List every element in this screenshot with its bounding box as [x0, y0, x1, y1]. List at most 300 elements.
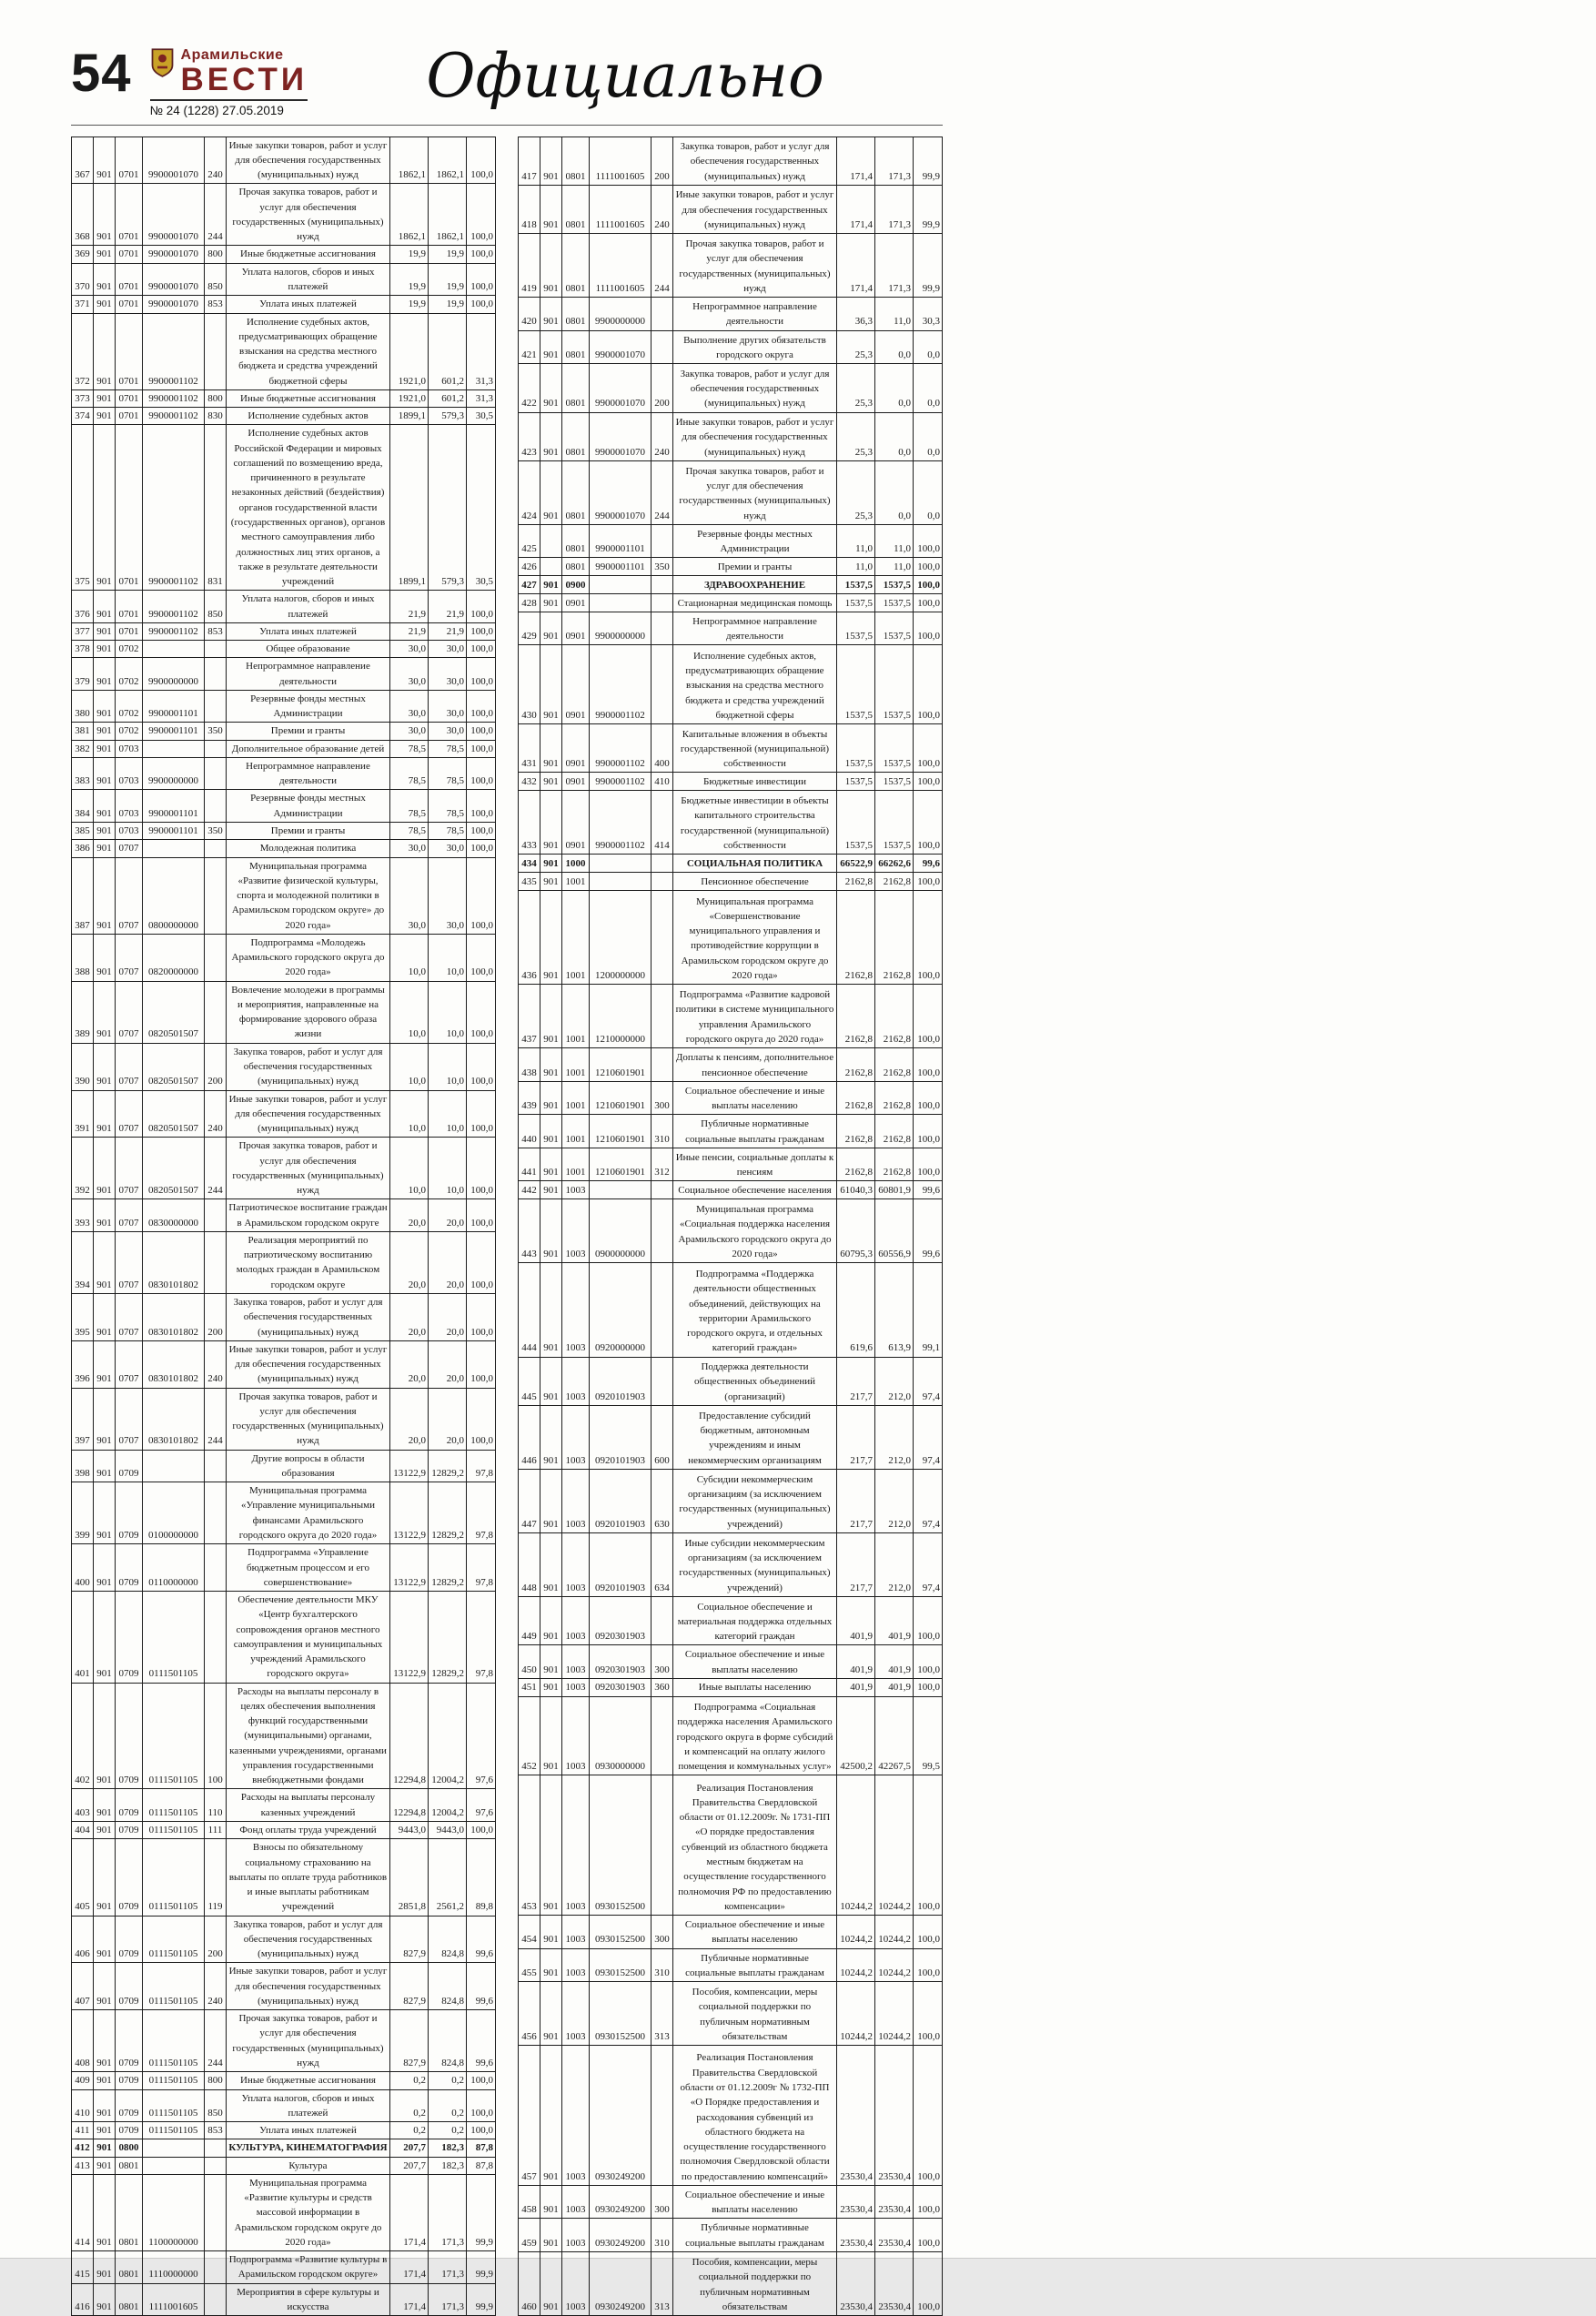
- target-article-cell: 1100000000: [143, 2174, 205, 2250]
- grbs-code-cell: 901: [94, 591, 116, 623]
- target-article-cell: 0820501507: [143, 981, 205, 1043]
- amount-approved-cell: 207,7: [390, 2139, 429, 2157]
- grbs-code-cell: 901: [540, 1199, 562, 1263]
- percent-executed-cell: 99,1: [914, 1263, 943, 1357]
- row-number-cell: 394: [72, 1231, 94, 1293]
- target-article-cell: 9900001102: [143, 591, 205, 623]
- table-row: [72, 263, 496, 296]
- grbs-code-cell: 901: [94, 408, 116, 425]
- percent-executed-cell: 97,6: [467, 1789, 496, 1822]
- section-code-cell: 1003: [562, 1357, 590, 1405]
- expense-name-cell: Прочая закупка товаров, работ и услуг для обеспечения государственных (муниципальных) нужд: [673, 234, 837, 298]
- row-number-cell: 412: [72, 2139, 94, 2157]
- row-number-cell: 460: [519, 2251, 540, 2315]
- target-article-cell: 1210601901: [590, 1048, 652, 1082]
- amount-executed-cell: 10244,2: [875, 1775, 914, 1916]
- table-row: [72, 1683, 496, 1789]
- row-number-cell: 449: [519, 1597, 540, 1645]
- grbs-code-cell: 901: [540, 2251, 562, 2315]
- grbs-code-cell: 901: [94, 757, 116, 790]
- row-number-cell: 451: [519, 1678, 540, 1696]
- expense-name-cell: Подпрограмма «Развитие кадровой политики в системе муниципального управления Арамильского городского округа до 2020 года»: [673, 985, 837, 1048]
- expense-name-cell: Закупка товаров, работ и услуг для обеспечения государственных (муниципальных) нужд: [227, 1916, 390, 1963]
- table-row: [519, 460, 943, 524]
- percent-executed-cell: 97,4: [914, 1357, 943, 1405]
- row-number-cell: 442: [519, 1181, 540, 1199]
- grbs-code-cell: 901: [540, 2185, 562, 2219]
- section-code-cell: 1003: [562, 1775, 590, 1916]
- amount-executed-cell: 613,9: [875, 1263, 914, 1357]
- percent-executed-cell: 100,0: [914, 612, 943, 645]
- expense-name-cell: Непрограммное направление деятельности: [673, 612, 837, 645]
- amount-approved-cell: 30,0: [390, 690, 429, 723]
- expense-type-cell: [652, 855, 673, 873]
- section-code-cell: 0901: [562, 724, 590, 773]
- percent-executed-cell: 100,0: [467, 934, 496, 981]
- expense-name-cell: Прочая закупка товаров, работ и услуг для обеспечения государственных (муниципальных) нужд: [227, 184, 390, 246]
- expense-name-cell: Прочая закупка товаров, работ и услуг для обеспечения государственных (муниципальных) нужд: [227, 2010, 390, 2072]
- grbs-code-cell: 901: [540, 612, 562, 645]
- expense-name-cell: Другие вопросы в области образования: [227, 1450, 390, 1482]
- target-article-cell: 9900001101: [590, 558, 652, 576]
- section-code-cell: 0702: [116, 641, 143, 658]
- percent-executed-cell: 100,0: [467, 2122, 496, 2139]
- table-row: [72, 313, 496, 389]
- row-number-cell: 370: [72, 263, 94, 296]
- amount-approved-cell: 12294,8: [390, 1683, 429, 1789]
- percent-executed-cell: 100,0: [467, 1199, 496, 1232]
- table-row: [72, 425, 496, 591]
- target-article-cell: 0111501105: [143, 1789, 205, 1822]
- amount-approved-cell: 25,3: [837, 364, 875, 412]
- percent-executed-cell: 30,3: [914, 298, 943, 331]
- row-number-cell: 444: [519, 1263, 540, 1357]
- percent-executed-cell: 100,0: [914, 724, 943, 773]
- grbs-code-cell: 901: [94, 425, 116, 591]
- target-article-cell: 0930152500: [590, 1775, 652, 1916]
- row-number-cell: 424: [519, 460, 540, 524]
- expense-type-cell: 240: [205, 1090, 227, 1138]
- row-number-cell: 456: [519, 1982, 540, 2046]
- percent-executed-cell: 100,0: [914, 1916, 943, 1949]
- expense-name-cell: Премии и гранты: [227, 823, 390, 840]
- percent-executed-cell: 100,0: [914, 985, 943, 1048]
- expense-type-cell: 244: [652, 234, 673, 298]
- percent-executed-cell: 100,0: [467, 740, 496, 757]
- section-code-cell: 0709: [116, 1822, 143, 1839]
- amount-approved-cell: 171,4: [390, 2283, 429, 2316]
- grbs-code-cell: 901: [540, 1597, 562, 1645]
- amount-executed-cell: 78,5: [429, 757, 467, 790]
- expense-type-cell: [652, 1181, 673, 1199]
- percent-executed-cell: 100,0: [467, 296, 496, 313]
- target-article-cell: 9900001102: [590, 645, 652, 724]
- expense-type-cell: 634: [652, 1533, 673, 1597]
- amount-executed-cell: 20,0: [429, 1199, 467, 1232]
- row-number-cell: 459: [519, 2219, 540, 2252]
- expense-type-cell: [652, 524, 673, 558]
- expense-type-cell: 830: [205, 408, 227, 425]
- amount-approved-cell: 42500,2: [837, 1696, 875, 1775]
- percent-executed-cell: 0,0: [914, 412, 943, 460]
- section-code-cell: 0702: [116, 723, 143, 740]
- grbs-code-cell: 901: [94, 1199, 116, 1232]
- expense-name-cell: КУЛЬТУРА, КИНЕМАТОГРАФИЯ: [227, 2139, 390, 2157]
- row-number-cell: 375: [72, 425, 94, 591]
- section-code-cell: 1003: [562, 2251, 590, 2315]
- table-row: [72, 2072, 496, 2089]
- section-code-cell: 0701: [116, 137, 143, 184]
- expense-type-cell: 850: [205, 263, 227, 296]
- amount-approved-cell: 9443,0: [390, 1822, 429, 1839]
- section-code-cell: 0801: [562, 524, 590, 558]
- amount-executed-cell: 2162,8: [875, 1148, 914, 1181]
- table-row: [72, 1293, 496, 1340]
- row-number-cell: 448: [519, 1533, 540, 1597]
- expense-type-cell: 300: [652, 1916, 673, 1949]
- section-code-cell: 1001: [562, 1115, 590, 1148]
- percent-executed-cell: 0,0: [914, 330, 943, 364]
- section-code-cell: 0709: [116, 1789, 143, 1822]
- target-article-cell: [143, 641, 205, 658]
- expense-type-cell: 111: [205, 1822, 227, 1839]
- grbs-code-cell: 901: [540, 1948, 562, 1982]
- grbs-code-cell: [540, 524, 562, 558]
- row-number-cell: 458: [519, 2185, 540, 2219]
- expense-type-cell: 850: [205, 591, 227, 623]
- grbs-code-cell: 901: [94, 1839, 116, 1916]
- section-code-cell: 1003: [562, 1916, 590, 1949]
- expense-type-cell: [205, 981, 227, 1043]
- percent-executed-cell: 100,0: [914, 1115, 943, 1148]
- target-article-cell: 0110000000: [143, 1544, 205, 1592]
- expense-type-cell: [652, 1597, 673, 1645]
- amount-approved-cell: 20,0: [390, 1231, 429, 1293]
- row-number-cell: 431: [519, 724, 540, 773]
- amount-executed-cell: 10,0: [429, 934, 467, 981]
- table-row: [519, 1775, 943, 1916]
- expense-name-cell: Социальное обеспечение и иные выплаты населению: [673, 1916, 837, 1949]
- grbs-code-cell: 901: [94, 389, 116, 407]
- amount-executed-cell: 0,0: [875, 330, 914, 364]
- amount-executed-cell: 10244,2: [875, 1982, 914, 2046]
- percent-executed-cell: 100,0: [914, 2185, 943, 2219]
- expense-type-cell: 240: [652, 412, 673, 460]
- target-article-cell: 0930152500: [590, 1916, 652, 1949]
- table-row: [519, 1148, 943, 1181]
- percent-executed-cell: 100,0: [914, 576, 943, 594]
- amount-executed-cell: 0,0: [875, 460, 914, 524]
- table-row: [519, 137, 943, 185]
- grbs-code-cell: 901: [540, 364, 562, 412]
- amount-executed-cell: 171,3: [875, 234, 914, 298]
- expense-name-cell: Муниципальная программа «Совершенствование муниципального управления и противодействие коррупции в Арамильском городском округе до 2020 года»: [673, 890, 837, 984]
- amount-approved-cell: 13122,9: [390, 1482, 429, 1544]
- target-article-cell: 0920101903: [590, 1533, 652, 1597]
- expense-name-cell: Прочая закупка товаров, работ и услуг для обеспечения государственных (муниципальных) нужд: [227, 1388, 390, 1450]
- amount-approved-cell: 25,3: [837, 460, 875, 524]
- target-article-cell: 0111501105: [143, 1683, 205, 1789]
- section-code-cell: 0901: [562, 791, 590, 855]
- percent-executed-cell: 100,0: [914, 2219, 943, 2252]
- grbs-code-cell: 901: [94, 263, 116, 296]
- expense-type-cell: [652, 1199, 673, 1263]
- issue-info: № 24 (1228) 27.05.2019: [150, 99, 308, 117]
- expense-type-cell: 414: [652, 791, 673, 855]
- expense-name-cell: Иные бюджетные ассигнования: [227, 246, 390, 263]
- grbs-code-cell: 901: [94, 723, 116, 740]
- grbs-code-cell: 901: [94, 1592, 116, 1684]
- grbs-code-cell: 901: [540, 137, 562, 185]
- expense-name-cell: Иные закупки товаров, работ и услуг для обеспечения государственных (муниципальных) нужд: [673, 412, 837, 460]
- section-code-cell: 0707: [116, 1199, 143, 1232]
- table-row: [519, 576, 943, 594]
- expense-type-cell: 360: [652, 1678, 673, 1696]
- grbs-code-cell: 901: [94, 137, 116, 184]
- expense-type-cell: [205, 757, 227, 790]
- amount-executed-cell: 20,0: [429, 1340, 467, 1388]
- expense-type-cell: 800: [205, 389, 227, 407]
- table-row: [72, 296, 496, 313]
- grbs-code-cell: 901: [540, 1470, 562, 1533]
- table-row: [519, 1597, 943, 1645]
- expense-type-cell: [205, 1592, 227, 1684]
- grbs-code-cell: 901: [540, 791, 562, 855]
- expense-name-cell: Культура: [227, 2157, 390, 2174]
- section-code-cell: 1001: [562, 1081, 590, 1115]
- amount-executed-cell: 11,0: [875, 558, 914, 576]
- amount-executed-cell: 19,9: [429, 296, 467, 313]
- amount-approved-cell: 20,0: [390, 1293, 429, 1340]
- target-article-cell: 1210601901: [590, 1148, 652, 1181]
- grbs-code-cell: 901: [94, 2089, 116, 2122]
- expense-type-cell: [205, 857, 227, 934]
- grbs-code-cell: 901: [540, 1775, 562, 1916]
- row-number-cell: 420: [519, 298, 540, 331]
- row-number-cell: 391: [72, 1090, 94, 1138]
- amount-executed-cell: 171,3: [429, 2283, 467, 2316]
- row-number-cell: 395: [72, 1293, 94, 1340]
- section-code-cell: 0702: [116, 690, 143, 723]
- amount-approved-cell: 827,9: [390, 1916, 429, 1963]
- amount-executed-cell: 12829,2: [429, 1482, 467, 1544]
- expense-name-cell: Молодежная политика: [227, 840, 390, 857]
- percent-executed-cell: 0,0: [914, 364, 943, 412]
- amount-approved-cell: 12294,8: [390, 1789, 429, 1822]
- expense-name-cell: Закупка товаров, работ и услуг для обеспечения государственных (муниципальных) нужд: [673, 137, 837, 185]
- expense-name-cell: Поддержка деятельности общественных объединений (организаций): [673, 1357, 837, 1405]
- expense-name-cell: Закупка товаров, работ и услуг для обеспечения государственных (муниципальных) нужд: [673, 364, 837, 412]
- grbs-code-cell: 901: [94, 296, 116, 313]
- table-row: [519, 1263, 943, 1357]
- amount-approved-cell: 10,0: [390, 1090, 429, 1138]
- amount-approved-cell: 1899,1: [390, 408, 429, 425]
- amount-approved-cell: 21,9: [390, 591, 429, 623]
- row-number-cell: 415: [72, 2251, 94, 2284]
- percent-executed-cell: 97,8: [467, 1450, 496, 1482]
- percent-executed-cell: 97,8: [467, 1592, 496, 1684]
- table-row: [72, 1043, 496, 1090]
- percent-executed-cell: 97,4: [914, 1406, 943, 1470]
- table-row: [519, 1115, 943, 1148]
- grbs-code-cell: 901: [94, 1340, 116, 1388]
- table-row: [519, 298, 943, 331]
- target-article-cell: 9900001102: [143, 425, 205, 591]
- table-row: [72, 641, 496, 658]
- expense-name-cell: Социальное обеспечение и иные выплаты населению: [673, 1081, 837, 1115]
- expense-name-cell: Прочая закупка товаров, работ и услуг для обеспечения государственных (муниципальных) нужд: [673, 460, 837, 524]
- amount-executed-cell: 579,3: [429, 408, 467, 425]
- target-article-cell: 9900000000: [143, 757, 205, 790]
- row-number-cell: 419: [519, 234, 540, 298]
- amount-approved-cell: 11,0: [837, 558, 875, 576]
- expense-name-cell: Муниципальная программа «Развитие культуры и средств массовой информации в Арамильском городском округе до 2020 года»: [227, 2174, 390, 2250]
- expense-type-cell: 350: [652, 558, 673, 576]
- percent-executed-cell: 99,6: [914, 1181, 943, 1199]
- expense-type-cell: 350: [205, 723, 227, 740]
- percent-executed-cell: 100,0: [914, 1645, 943, 1679]
- target-article-cell: 0930152500: [590, 1948, 652, 1982]
- table-row: [519, 1916, 943, 1949]
- expense-type-cell: [205, 2157, 227, 2174]
- target-article-cell: 0820501507: [143, 1090, 205, 1138]
- section-code-cell: 1001: [562, 1048, 590, 1082]
- row-number-cell: 387: [72, 857, 94, 934]
- expense-name-cell: Иные закупки товаров, работ и услуг для обеспечения государственных (муниципальных) нужд: [227, 137, 390, 184]
- grbs-code-cell: 901: [540, 1406, 562, 1470]
- row-number-cell: 379: [72, 658, 94, 691]
- section-code-cell: 0801: [116, 2251, 143, 2284]
- target-article-cell: 9900001070: [590, 460, 652, 524]
- section-code-cell: 0801: [562, 234, 590, 298]
- section-code-cell: 0709: [116, 2122, 143, 2139]
- expense-type-cell: 312: [652, 1148, 673, 1181]
- table-row: [519, 612, 943, 645]
- table-row: [519, 593, 943, 612]
- expense-type-cell: [652, 1775, 673, 1916]
- table-row: [72, 2157, 496, 2174]
- amount-approved-cell: 1899,1: [390, 425, 429, 591]
- amount-executed-cell: 20,0: [429, 1231, 467, 1293]
- amount-approved-cell: 66522,9: [837, 855, 875, 873]
- row-number-cell: 445: [519, 1357, 540, 1405]
- expense-name-cell: Общее образование: [227, 641, 390, 658]
- expense-type-cell: 350: [205, 823, 227, 840]
- row-number-cell: 438: [519, 1048, 540, 1082]
- row-number-cell: 414: [72, 2174, 94, 2250]
- target-article-cell: 0930000000: [590, 1696, 652, 1775]
- row-number-cell: 418: [519, 185, 540, 233]
- amount-executed-cell: 9443,0: [429, 1822, 467, 1839]
- grbs-code-cell: 901: [540, 185, 562, 233]
- expense-type-cell: [652, 1696, 673, 1775]
- amount-approved-cell: 171,4: [837, 234, 875, 298]
- target-article-cell: 0830101802: [143, 1388, 205, 1450]
- row-number-cell: 386: [72, 840, 94, 857]
- section-code-cell: 0709: [116, 1482, 143, 1544]
- row-number-cell: 393: [72, 1199, 94, 1232]
- amount-executed-cell: 21,9: [429, 622, 467, 640]
- percent-executed-cell: 100,0: [467, 1231, 496, 1293]
- grbs-code-cell: 901: [94, 2072, 116, 2089]
- percent-executed-cell: 100,0: [467, 723, 496, 740]
- expense-name-cell: Премии и гранты: [673, 558, 837, 576]
- target-article-cell: 0111501105: [143, 2010, 205, 2072]
- row-number-cell: 384: [72, 790, 94, 823]
- amount-approved-cell: 25,3: [837, 330, 875, 364]
- amount-executed-cell: 1537,5: [875, 773, 914, 791]
- expense-type-cell: 630: [652, 1470, 673, 1533]
- amount-executed-cell: 212,0: [875, 1357, 914, 1405]
- budget-table-left: [71, 137, 496, 2316]
- grbs-code-cell: 901: [540, 985, 562, 1048]
- grbs-code-cell: 901: [94, 1293, 116, 1340]
- amount-approved-cell: 1537,5: [837, 612, 875, 645]
- page-number: 54: [71, 44, 132, 103]
- row-number-cell: 416: [72, 2283, 94, 2316]
- target-article-cell: 9900001070: [143, 296, 205, 313]
- row-number-cell: 377: [72, 622, 94, 640]
- row-number-cell: 383: [72, 757, 94, 790]
- section-code-cell: 0701: [116, 622, 143, 640]
- row-number-cell: 410: [72, 2089, 94, 2122]
- percent-executed-cell: 100,0: [914, 773, 943, 791]
- expense-name-cell: Мероприятия в сфере культуры и искусства: [227, 2283, 390, 2316]
- percent-executed-cell: 30,5: [467, 408, 496, 425]
- amount-executed-cell: 1537,5: [875, 593, 914, 612]
- percent-executed-cell: 100,0: [914, 1597, 943, 1645]
- expense-name-cell: Обеспечение деятельности МКУ «Центр бухгалтерского сопровождения органов местного самоуправления и муниципальных учреждений Арамильского городского округа»: [227, 1592, 390, 1684]
- expense-type-cell: [652, 1357, 673, 1405]
- expense-type-cell: 300: [652, 2185, 673, 2219]
- grbs-code-cell: 901: [94, 840, 116, 857]
- row-number-cell: 374: [72, 408, 94, 425]
- table-row: [519, 185, 943, 233]
- table-row: [519, 2251, 943, 2315]
- expense-name-cell: Иные закупки товаров, работ и услуг для обеспечения государственных (муниципальных) нужд: [673, 185, 837, 233]
- section-code-cell: 0707: [116, 840, 143, 857]
- row-number-cell: 399: [72, 1482, 94, 1544]
- amount-executed-cell: 182,3: [429, 2139, 467, 2157]
- table-row: [519, 1533, 943, 1597]
- percent-executed-cell: 99,9: [914, 137, 943, 185]
- target-article-cell: 9900001101: [590, 524, 652, 558]
- row-number-cell: 432: [519, 773, 540, 791]
- expense-name-cell: Расходы на выплаты персоналу казенных учреждений: [227, 1789, 390, 1822]
- target-article-cell: 0830101802: [143, 1340, 205, 1388]
- table-row: [519, 791, 943, 855]
- amount-executed-cell: 0,2: [429, 2089, 467, 2122]
- expense-type-cell: [652, 576, 673, 594]
- expense-type-cell: 310: [652, 2219, 673, 2252]
- amount-executed-cell: 12829,2: [429, 1450, 467, 1482]
- amount-approved-cell: 2851,8: [390, 1839, 429, 1916]
- expense-type-cell: 200: [652, 137, 673, 185]
- budget-table-columns: [71, 137, 943, 2316]
- section-code-cell: 0701: [116, 425, 143, 591]
- expense-name-cell: Субсидии некоммерческим организациям (за исключением государственных (муниципальных) учреждений): [673, 1470, 837, 1533]
- section-code-cell: 0709: [116, 2089, 143, 2122]
- amount-approved-cell: 2162,8: [837, 1048, 875, 1082]
- target-article-cell: [590, 855, 652, 873]
- grbs-code-cell: 901: [94, 857, 116, 934]
- percent-executed-cell: 99,9: [467, 2283, 496, 2316]
- amount-approved-cell: 171,4: [837, 185, 875, 233]
- amount-executed-cell: 12004,2: [429, 1683, 467, 1789]
- amount-executed-cell: 60556,9: [875, 1199, 914, 1263]
- target-article-cell: 9900001101: [143, 823, 205, 840]
- grbs-code-cell: 901: [540, 1048, 562, 1082]
